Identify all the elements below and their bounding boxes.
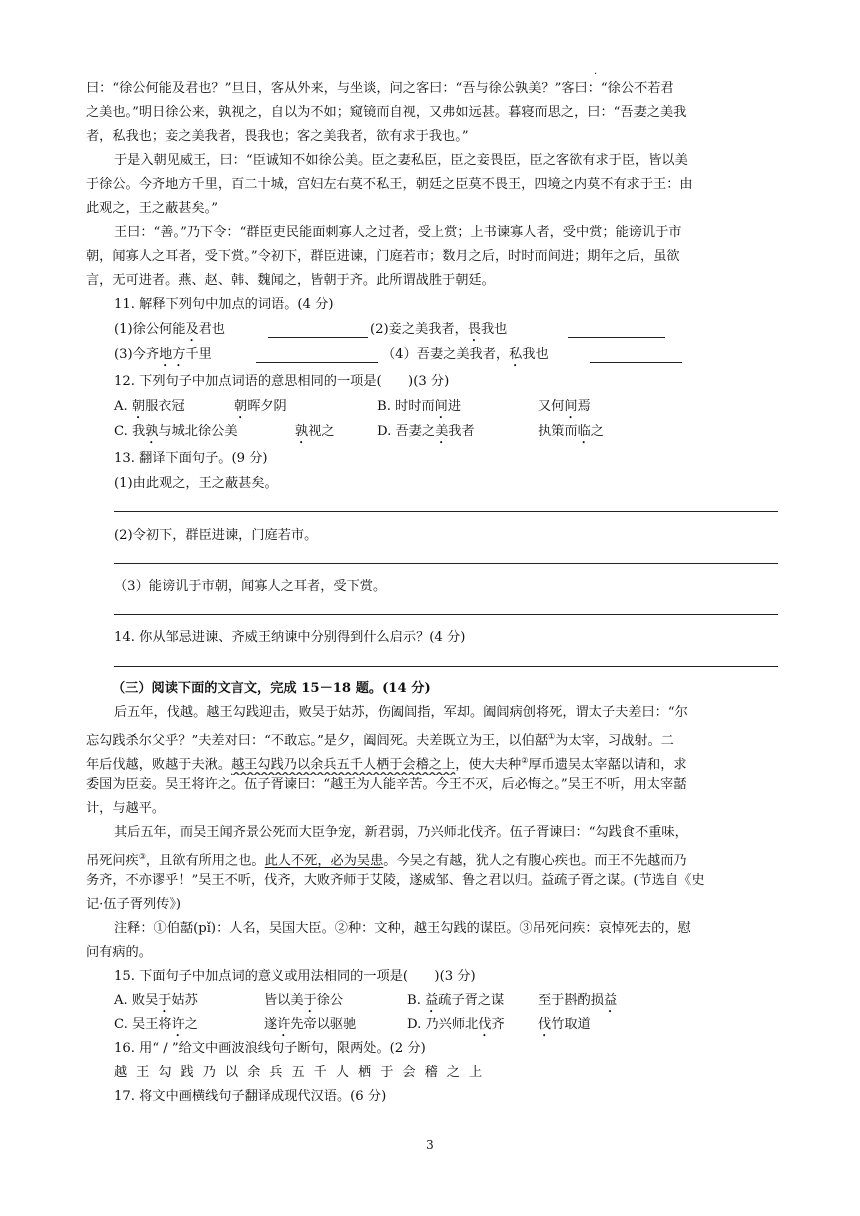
passage-line: 者，私我也；妾之美我者，畏我也；客之美我者，欲有求于我也。” — [86, 129, 469, 144]
q11-item-2: (2)妾之美我者，畏我也 — [370, 322, 508, 337]
passage-line: 于徐公。今齐地方千里，百二十城，宫妇左右莫不私王，朝廷之臣莫不畏王，四境之内莫不有求于王：由 — [86, 177, 693, 192]
answer-line[interactable] — [114, 511, 778, 512]
passage-line: 曰：“徐公何能及君也？”旦日，客从外来，与坐谈，问之客曰：“吾与徐公孰美？”客曰：“徐公不若君 — [86, 81, 674, 96]
q11-item-4: （4）吾妻之美我者，私我也 — [382, 347, 549, 362]
passage-line: 忘勾践杀尔父乎？”夫差对曰：“不敢忘。”是夕，阖闾死。夫差既立为王，以伯嚭①为太宰，习战射。二 — [86, 732, 674, 749]
passage-line: 其后五年，而吴王闻齐景公死而大臣争宠，新君弱，乃兴师北伐齐。伍子胥谏曰：“勾践食不重味， — [114, 825, 688, 840]
q16-sentence: 越王勾践乃以余兵五千人栖于会稽之上 — [114, 1065, 492, 1080]
answer-line[interactable] — [114, 666, 778, 667]
passage-line: 务齐，不亦谬乎！”吴王不听，伐齐，大败齐师于艾陵，遂威邹、鲁之君以归。益疏子胥之谋。(节选自《史 — [86, 873, 705, 888]
passage-line: 记·伍子胥列传》) — [86, 897, 182, 912]
dotted-word: 伐 — [478, 1017, 492, 1032]
dotted-word: 间 — [434, 399, 448, 414]
underlined-sentence: 此人不死，必为吴患 — [264, 853, 384, 869]
footnote-marker: ① — [548, 732, 556, 741]
dotted-word: 于 — [303, 993, 317, 1008]
footnote-marker: ③ — [138, 852, 146, 861]
dotted-word: 畏 — [467, 322, 481, 337]
q12-option-c-2: 孰视之 — [295, 424, 335, 439]
dotted-word: 益 — [425, 993, 439, 1008]
question-11-title: 11. 解释下列句中加点的词语。(4 分) — [114, 297, 334, 312]
question-12-title: 12. 下列句子中加点词语的意思相同的一项是( )(3 分) — [114, 374, 450, 389]
dotted-word: 孰 — [145, 424, 159, 439]
question-14-title: 14. 你从邹忌进谏、齐威王纳谏中分别得到什么启示？(4 分) — [114, 630, 466, 645]
q15-option-d-2: 伐竹取道 — [538, 1017, 591, 1032]
q15-option-c-2: 遂许先帝以驱驰 — [264, 1017, 357, 1032]
question-17-title: 17. 将文中画横线句子翻译成现代汉语。(6 分) — [114, 1089, 387, 1104]
dotted-word: 益 — [603, 993, 618, 1008]
passage-line: 年后伐越，败越于夫湫。越王勾践乃以余兵五千人栖于会稽之上，使大夫种②厚币遗吴太宰嚭以请和，求 — [86, 756, 687, 773]
q15-option-a[interactable]: A. 败吴于姑苏 — [114, 993, 198, 1008]
passage-line: 后五年，伐越。越王勾践迎击，败吴于姑苏，伤阖闾指，军却。阖闾病创将死，谓太子夫差曰：“尔 — [114, 705, 688, 720]
dotted-word: 许 — [277, 1017, 291, 1032]
dotted-word: 私 — [509, 347, 523, 362]
answer-blank-2[interactable] — [568, 323, 665, 338]
passage-line: 计，与越平。 — [86, 801, 166, 816]
footnote-line: 注释：①伯嚭(pǐ)：人名，吴国大臣。②种：文种，越王勾践的谋臣。③吊死问疾：哀悼死去的，慰 — [114, 921, 691, 936]
question-13-title: 13. 翻译下面句子。(9 分) — [114, 451, 268, 466]
q12-option-b-2: 又何间焉 — [538, 399, 591, 414]
passage-line: 言，无可进者。燕、赵、韩、魏闻之，皆朝于齐。此所谓战胜于朝廷。 — [86, 273, 495, 288]
dotted-word: 于 — [158, 993, 172, 1008]
dotted-word: 地方 — [159, 347, 186, 362]
dotted-word: 伐 — [538, 1017, 552, 1032]
dotted-word: 间 — [564, 399, 578, 414]
q13-sentence-1: (1)由此观之，王之蔽甚矣。 — [114, 476, 278, 491]
answer-blank-3[interactable] — [256, 348, 378, 363]
q12-option-d-2: 执策而临之 — [538, 424, 604, 439]
passage-line: 此观之，王之蔽甚矣。” — [86, 201, 219, 216]
question-16-title: 16. 用“ / ”给文中画波浪线句子断句，限两处。(2 分) — [114, 1041, 426, 1056]
dotted-word: 孰 — [295, 424, 309, 439]
q11-item-1: (1)徐公何能及君也 — [114, 322, 225, 337]
footnote-line: 问有病的。 — [86, 945, 152, 960]
dotted-word: 许 — [171, 1017, 185, 1032]
q12-option-d[interactable]: D. 吾妻之美我者 — [377, 424, 475, 439]
section-3-title: （三）阅读下面的文言文，完成 15－18 题。(14 分) — [112, 681, 431, 696]
question-15-title: 15. 下面句子中加点词的意义或用法相同的一项是( )(3 分) — [114, 969, 476, 984]
dotted-word: 朝 — [234, 399, 248, 414]
passage-line: 朝，闻寡人之耳者，受下赏。”令初下，群臣进谏，门庭若市；数月之后，时时而间进；期年之后，虽欲 — [86, 249, 680, 264]
dotted-word: 及 — [185, 322, 199, 337]
q15-option-a-2: 皆以美于徐公 — [264, 993, 344, 1008]
passage-line: 于是入朝见威王，曰：“臣诚知不如徐公美。臣之妻私臣，臣之妾畏臣，臣之客欲有求于臣，皆以美 — [114, 153, 688, 168]
q12-option-c[interactable]: C. 我孰与城北徐公美 — [114, 424, 238, 439]
dotted-word: 临 — [577, 424, 591, 439]
page-number: 3 — [426, 1138, 434, 1152]
footnote-marker: ② — [521, 756, 529, 765]
answer-line[interactable] — [114, 614, 778, 615]
q15-option-b-2: 至于斟酌损益 — [538, 993, 618, 1008]
q12-option-b[interactable]: B. 时时而间进 — [377, 399, 462, 414]
q15-option-c[interactable]: C. 吴王将许之 — [114, 1017, 198, 1032]
q15-option-b[interactable]: B. 益疏子胥之谋 — [407, 993, 505, 1008]
passage-line: 之美也。”明日徐公来，孰视之，自以为不如；窥镜而自视，又弗如远甚。暮寝而思之，曰：“吾妻之美我 — [86, 105, 687, 120]
answer-blank-4[interactable] — [590, 348, 682, 363]
passage-line: 吊死问疾③，且欲有所用之也。此人不死，必为吴患。今吴之有越，犹人之有腹心疾也。而王不先越而乃 — [86, 852, 687, 869]
q11-item-3: (3)今齐地方千里 — [114, 347, 212, 362]
top-mark: . — [594, 66, 598, 77]
q12-option-a-2: 朝晖夕阴 — [234, 399, 287, 414]
passage-line: 王曰：“善。”乃下令：“群臣吏民能面刺寡人之过者，受上赏；上书谏寡人者，受中赏；能谤讥于市 — [114, 225, 682, 240]
q15-option-d[interactable]: D. 乃兴师北伐齐 — [407, 1017, 505, 1032]
dotted-word: 朝 — [131, 399, 146, 414]
q12-option-a[interactable]: A. 朝服衣冠 — [114, 399, 185, 414]
wavy-underlined-sentence: 越王勾践乃以余兵五千人栖于会稽之上 — [231, 757, 456, 773]
dotted-word: 美 — [435, 424, 449, 439]
q13-sentence-2: (2)令初下，群臣进谏，门庭若市。 — [114, 528, 318, 543]
answer-line[interactable] — [114, 563, 778, 564]
q13-sentence-3: （3）能谤讥于市朝，闻寡人之耳者，受下赏。 — [114, 579, 387, 594]
answer-blank-1[interactable] — [268, 323, 368, 338]
passage-line: 委国为臣妾。吴王将许之。伍子胥谏曰：“越王为人能辛苦。今王不灭，后必悔之。”吴王不听，用太宰嚭 — [86, 777, 687, 792]
